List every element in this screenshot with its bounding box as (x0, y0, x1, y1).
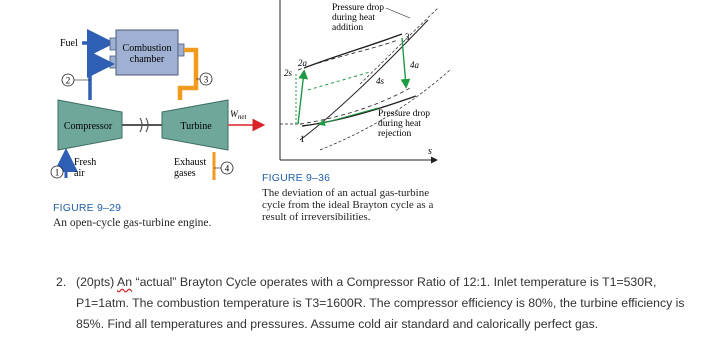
fuel-label: Fuel (60, 38, 78, 49)
pdrop-rej-1: Pressure drop (378, 109, 430, 119)
problem-number: 2. (56, 275, 67, 289)
engine-schematic (0, 0, 270, 200)
spellcheck-flagged-word[interactable]: An (117, 275, 133, 289)
figure-9-36-label: FIGURE 9–36 (262, 172, 331, 184)
heat-rejection-green (320, 108, 378, 124)
ts-diagram (260, 0, 460, 175)
state-3-number: 3 (203, 74, 209, 85)
compressor-label: Compressor (63, 121, 113, 132)
pdrop-add-2: during heat (332, 13, 376, 23)
state-1-number: 1 (54, 167, 60, 178)
figure-9-36-caption-3: result of irreversibilities. (262, 211, 371, 223)
figure-9-36-caption-2: cycle from the ideal Brayton cycle as a (262, 199, 434, 211)
compressor-outlet-pipe (90, 64, 108, 100)
pdrop-add-1: Pressure drop (332, 3, 384, 13)
state-2-number: 2 (65, 75, 71, 86)
pdrop-rej-2: during heat (378, 119, 422, 129)
compression-actual (298, 72, 304, 124)
ts-point-4a: 4a (410, 60, 419, 70)
problem-text-before: (20pts) (76, 275, 118, 289)
hot-gas-pipe (180, 50, 196, 100)
ts-point-1: 1 (300, 134, 305, 144)
problem-text-after: “actual” Brayton Cycle operates with a Compressor Ratio of 12:1. Inlet temperature is T1=530R, P1=1atm. The combustion temperature is T3=1600R. The compressor efficiency is 80%, the turbine efficiency is 85%. Find all temperatures and pressures. Assume cold air standard and calorically perfect gas. (76, 275, 685, 331)
figure-9-29-caption: An open-cycle gas-turbine engine. (53, 217, 212, 229)
figure-9-36-caption-1: The deviation of an actual gas-turbine (262, 187, 430, 199)
pdrop-rej-3: rejection (378, 129, 412, 139)
problem-text (76, 272, 706, 335)
ts-point-4s: 4s (376, 76, 385, 86)
turbine-label: Turbine (180, 121, 212, 132)
net-work-label: $W_{net}$ (230, 110, 247, 121)
state-4-number: 4 (224, 163, 230, 174)
ts-point-2a: 2a (298, 58, 307, 68)
combustion-label-1: Combustion (122, 43, 172, 54)
fresh-label-1: Fresh (74, 157, 97, 168)
exhaust-label-2: gases (174, 168, 196, 179)
problem-statement (56, 272, 706, 335)
ts-point-3: 3 (405, 32, 410, 42)
combustion-label-2: chamber (129, 54, 165, 65)
fresh-label-2: air (74, 168, 85, 179)
figure-9-29-label: FIGURE 9–29 (53, 202, 122, 214)
ts-s-axis-label: s (428, 146, 432, 157)
ts-point-2s: 2s (284, 68, 293, 78)
exhaust-label-1: Exhaust (174, 157, 207, 168)
actual-heat-addition (304, 34, 402, 68)
pdrop-add-3: addition (332, 23, 364, 33)
